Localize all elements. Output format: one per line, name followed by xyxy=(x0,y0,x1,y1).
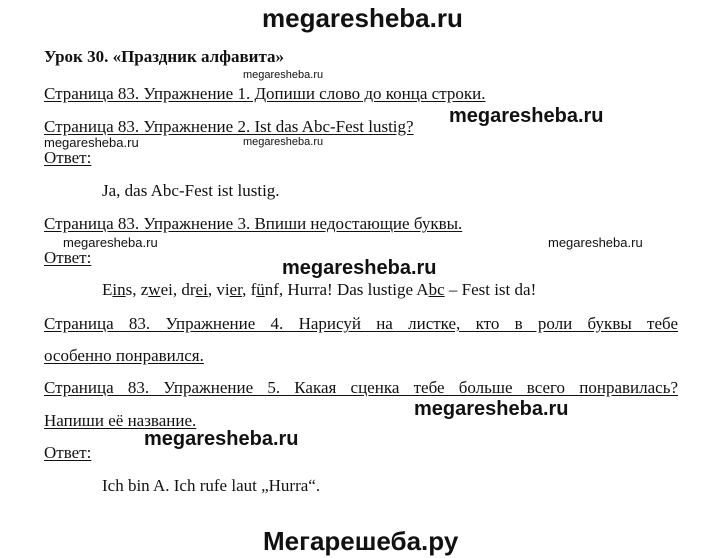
inserted-letters: bc xyxy=(428,280,445,299)
answer-2-part: , xyxy=(242,280,251,299)
answer-2-part: ei, xyxy=(160,280,182,299)
inserted-letters: er xyxy=(229,280,243,299)
answer-2 xyxy=(102,280,536,300)
watermark-mid-left: megaresheba.ru xyxy=(144,428,299,450)
exercise-4-heading-line-1: Страница 83. Упражнение 4. Нарисуй на листке, кто в роли буквы тебе xyxy=(44,314,678,333)
watermark-mid-right: megaresheba.ru xyxy=(414,398,569,420)
inserted-letters: in xyxy=(112,280,126,299)
answer-2-part: s, xyxy=(125,280,141,299)
answer-2-part: , xyxy=(207,280,217,299)
watermark-top: megaresheba.ru xyxy=(262,3,463,33)
answer-2-part: z xyxy=(140,280,149,299)
watermark-left-2: megaresheba.ru xyxy=(63,235,158,250)
watermark-small-2: megaresheba.ru xyxy=(44,135,139,150)
answer-label-3: Ответ: xyxy=(44,443,92,462)
lesson-title: Урок 30. «Праздник алфавита» xyxy=(44,47,285,66)
answer-2-part: dr xyxy=(181,280,196,299)
exercise-1-heading: Страница 83. Упражнение 1. Допиши слово до конца строки. xyxy=(44,84,486,103)
watermark-right-2: megaresheba.ru xyxy=(548,235,643,250)
inserted-letters: ü xyxy=(256,280,265,299)
answer-2-part: – Fest ist da! xyxy=(444,280,537,299)
watermark-right-1: megaresheba.ru xyxy=(449,105,604,127)
watermark-center: megaresheba.ru xyxy=(282,257,437,279)
answer-2-part: vi xyxy=(216,280,230,299)
answer-2-part: E xyxy=(102,280,113,299)
answer-label-1: Ответ: xyxy=(44,148,92,167)
watermark-bottom: Мегарешеба.ру xyxy=(263,526,459,556)
exercise-2-heading: Страница 83. Упражнение 2. Ist das Abc-Fest lustig? xyxy=(44,117,414,136)
answer-2-part: nf, Hurra! Das lustige A xyxy=(264,280,429,299)
exercise-4-heading-line-2: особенно понравился. xyxy=(44,346,204,365)
watermark-small-1: megaresheba.ru xyxy=(243,69,324,81)
answer-label-2: Ответ: xyxy=(44,248,92,267)
exercise-5-heading-line-2: Напиши её название. xyxy=(44,411,197,430)
exercise-5-heading-line-1: Страница 83. Упражнение 5. Какая сценка тебе больше всего понравилась? xyxy=(44,378,678,397)
answer-2-part: f xyxy=(250,280,257,299)
inserted-letters: w xyxy=(148,280,161,299)
watermark-small-3: megaresheba.ru xyxy=(243,136,324,148)
answer-1: Ja, das Abc-Fest ist lustig. xyxy=(102,181,280,200)
inserted-letters: ei xyxy=(195,280,208,299)
answer-3: Ich bin A. Ich rufe laut „Hurra“. xyxy=(102,476,321,495)
exercise-3-heading: Страница 83. Упражнение 3. Впиши недостающие буквы. xyxy=(44,214,463,233)
